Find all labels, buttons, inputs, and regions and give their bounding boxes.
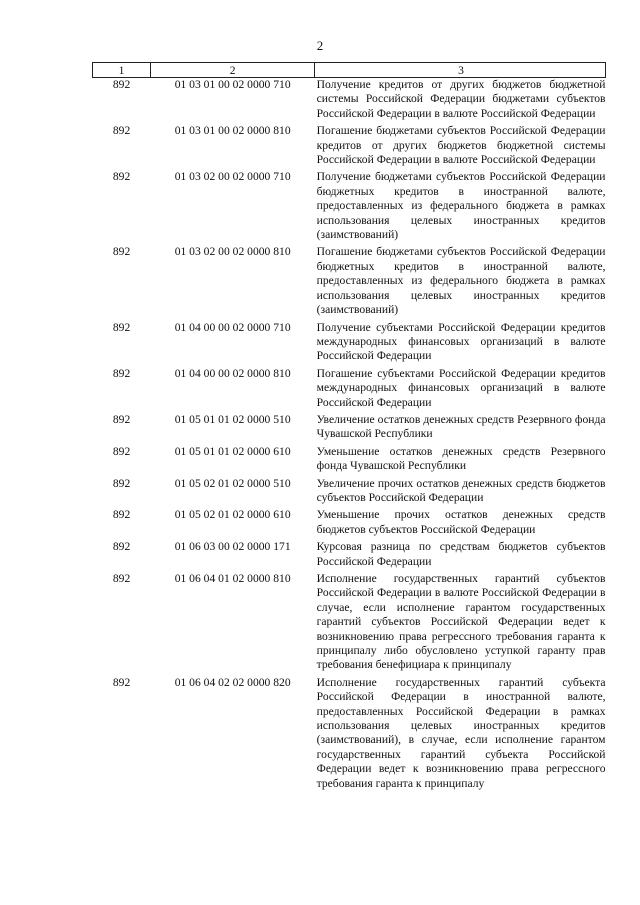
source-code-cell: 01 04 00 00 02 0000 710 bbox=[174, 320, 291, 334]
table-row bbox=[93, 540, 606, 572]
source-name-cell: Погашение субъектами Российской Федерации кредитов международных финансовых организаций в валюте Российской Федерации bbox=[316, 366, 606, 409]
table-row bbox=[93, 572, 606, 676]
admin-code-cell: 892 bbox=[112, 366, 131, 380]
admin-code-cell: 892 bbox=[112, 78, 131, 91]
table-row bbox=[93, 170, 606, 245]
source-code-cell: 01 04 00 00 02 0000 810 bbox=[174, 366, 291, 380]
source-name-cell: Увеличение остатков денежных средств Резервного фонда Чувашской Республики bbox=[316, 412, 606, 441]
admin-code-cell: 892 bbox=[112, 170, 131, 184]
source-code-cell: 01 03 01 00 02 0000 810 bbox=[174, 124, 291, 138]
table-row bbox=[93, 124, 606, 170]
source-code-cell: 01 03 02 00 02 0000 810 bbox=[174, 245, 291, 259]
admin-code-cell: 892 bbox=[112, 444, 131, 458]
header-row bbox=[93, 63, 606, 78]
source-name-cell: Увеличение прочих остатков денежных средств бюджетов субъектов Российской Федерации bbox=[316, 476, 606, 504]
source-name-cell: Погашение бюджетами субъектов Российской Федерации кредитов от других бюджетов бюджетной системы Российской Федерации в валюте Российской Федерации bbox=[316, 124, 606, 167]
source-name-cell: Курсовая разница по средствам бюджетов субъектов Российской Федерации bbox=[316, 540, 606, 568]
table-body bbox=[93, 78, 606, 795]
table-row bbox=[93, 676, 606, 794]
source-code-cell: 01 05 01 01 02 0000 510 bbox=[174, 412, 291, 426]
admin-code-cell: 892 bbox=[112, 675, 131, 689]
source-code-cell: 01 06 04 02 02 0000 820 bbox=[174, 675, 291, 689]
source-name-cell: Уменьшение прочих остатков денежных средств бюджетов субъектов Российской Федерации bbox=[316, 508, 606, 536]
source-name-cell: Получение бюджетами субъектов Российской Федерации бюджетных кредитов в иностранной валюте, предоставленных из федерального бюджета в рамках использования целевых иностранных кредитов (заимствований) bbox=[316, 170, 606, 242]
source-code-cell: 01 05 02 01 02 0000 510 bbox=[174, 476, 291, 490]
admin-code-cell: 892 bbox=[112, 245, 131, 259]
source-name-cell: Исполнение государственных гарантий субъектов Российской Федерации в валюте Российской Федерации в случае, если исполнение гарантом государственных гарантий субъектов Российской Федерации ведет к возникновению права регрессного требования гаранта к принципалу либо обусловлено уступкой гаранту прав требования бенефициара к принципалу bbox=[316, 572, 606, 672]
admin-code-cell: 892 bbox=[112, 412, 131, 426]
table-row bbox=[93, 445, 606, 477]
source-code-cell: 01 06 04 01 02 0000 810 bbox=[174, 572, 291, 585]
source-code-cell: 01 06 03 00 02 0000 171 bbox=[174, 540, 291, 554]
table-row bbox=[93, 477, 606, 509]
header-col-3: 3 bbox=[315, 63, 606, 78]
table-row bbox=[93, 321, 606, 367]
admin-code-cell: 892 bbox=[112, 124, 131, 138]
source-code-cell: 01 03 01 00 02 0000 710 bbox=[174, 78, 291, 91]
source-name-cell: Получение кредитов от других бюджетов бюджетной системы Российской Федерации бюджетами субъектов Российской Федерации в валюте Российской Федерации bbox=[316, 78, 606, 120]
admin-code-cell: 892 bbox=[112, 508, 131, 522]
table-row bbox=[93, 245, 606, 320]
admin-code-cell: 892 bbox=[112, 572, 131, 585]
budget-codes-table bbox=[92, 62, 606, 794]
source-name-cell: Уменьшение остатков денежных средств Резервного фонда Чувашской Республики bbox=[316, 444, 606, 473]
source-code-cell: 01 05 02 01 02 0000 610 bbox=[174, 508, 291, 522]
source-name-cell: Погашение бюджетами субъектов Российской Федерации бюджетных кредитов в иностранной валюте, предоставленных из федерального бюджета в рамках использования целевых иностранных кредитов (заимствований) bbox=[316, 245, 606, 317]
source-code-cell: 01 05 01 01 02 0000 610 bbox=[174, 444, 291, 458]
table-row bbox=[93, 78, 606, 125]
table-row bbox=[93, 413, 606, 445]
source-name-cell: Получение субъектами Российской Федерации кредитов международных финансовых организаций в валюте Российской Федерации bbox=[316, 320, 606, 363]
admin-code-cell: 892 bbox=[112, 320, 131, 334]
page-number: 2 bbox=[316, 38, 324, 53]
admin-code-cell: 892 bbox=[112, 540, 131, 554]
header-col-1: 1 bbox=[93, 63, 151, 78]
table-row bbox=[93, 367, 606, 413]
table-row bbox=[93, 508, 606, 540]
header-col-2: 2 bbox=[151, 63, 315, 78]
source-code-cell: 01 03 02 00 02 0000 710 bbox=[174, 170, 291, 184]
admin-code-cell: 892 bbox=[112, 476, 131, 490]
source-name-cell: Исполнение государственных гарантий субъекта Российской Федерации в иностранной валюте, предоставленных Российской Федерации в рамках использования целевых иностранных кредитов (заимствований), в случае, если исполнение гарантом государственных гарантий субъекта Российской Федерации ведет к возникновению права регрессного требования гаранта к принципалу bbox=[316, 675, 606, 790]
table-header bbox=[93, 63, 606, 78]
